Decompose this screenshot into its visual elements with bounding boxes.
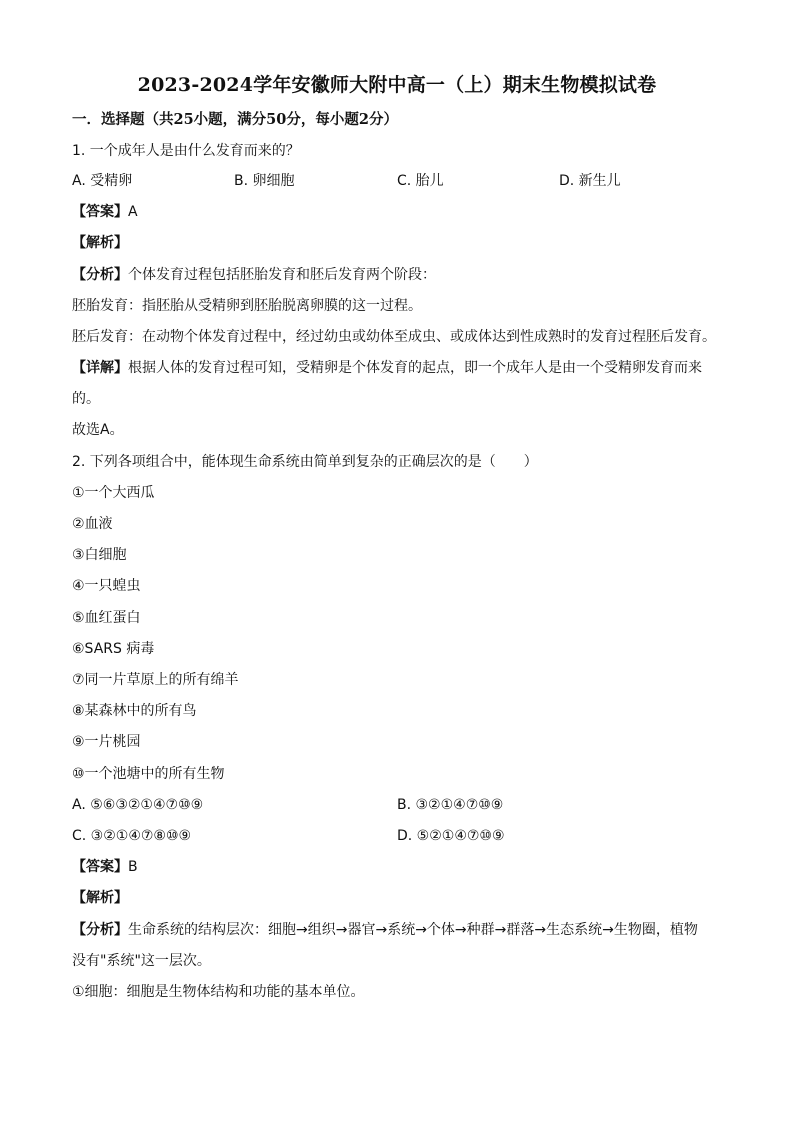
answer-tag: 【答案】 bbox=[72, 859, 128, 875]
q2-option-c: C. ③②①④⑦⑧⑩⑨ bbox=[72, 828, 192, 844]
q2-item: ⑤血红蛋白 bbox=[72, 610, 141, 626]
q1-answer bbox=[72, 202, 138, 222]
xiangjie-tag: 【详解】 bbox=[72, 360, 128, 376]
q1-xiangjie bbox=[72, 358, 702, 378]
q2-fenxi bbox=[72, 920, 698, 940]
q2-item: ⑧某森林中的所有鸟 bbox=[72, 703, 197, 719]
answer-tag: 【答案】 bbox=[72, 204, 128, 220]
q2-item: ⑥SARS 病毒 bbox=[72, 641, 155, 657]
xiangjie-text: 根据人体的发育过程可知，受精卵是个体发育的起点，即一个成年人是由一个受精卵发育而来 bbox=[128, 360, 702, 376]
q2-answer bbox=[72, 857, 138, 877]
fenxi-text: 生命系统的结构层次：细胞→组织→器官→系统→个体→种群→群落→生态系统→生物圈，植物 bbox=[128, 922, 698, 938]
q2-point1: ①细胞：细胞是生物体结构和功能的基本单位。 bbox=[72, 984, 365, 1000]
q1-option-d: D. 新生儿 bbox=[559, 173, 621, 189]
q1-xiangjie-cont: 的。 bbox=[72, 391, 100, 407]
q2-item: ⑦同一片草原上的所有绵羊 bbox=[72, 672, 239, 688]
q2-analysis-label: 【解析】 bbox=[72, 890, 128, 906]
q1-option-c: C. 胎儿 bbox=[397, 173, 444, 189]
q2-stem: 2. 下列各项组合中，能体现生命系统由简单到复杂的正确层次的是（ ） bbox=[72, 454, 538, 470]
q2-item: ③白细胞 bbox=[72, 547, 127, 563]
section-heading: 一．选择题（共25小题，满分50分，每小题2分） bbox=[72, 111, 398, 128]
q2-item: ②血液 bbox=[72, 516, 113, 532]
q2-option-a: A. ⑤⑥③②①④⑦⑩⑨ bbox=[72, 797, 204, 813]
q1-conclusion: 故选A。 bbox=[72, 422, 124, 438]
answer-value: B bbox=[128, 859, 138, 875]
q2-fenxi-cont: 没有"系统"这一层次。 bbox=[72, 953, 211, 969]
q1-stem: 1. 一个成年人是由什么发育而来的？ bbox=[72, 143, 300, 159]
exam-title: 2023-2024学年安徽师大附中高一（上）期末生物模拟试卷 bbox=[137, 74, 657, 96]
fenxi-text: 个体发育过程包括胚胎发育和胚后发育两个阶段： bbox=[128, 267, 436, 283]
q2-item: ⑩一个池塘中的所有生物 bbox=[72, 766, 225, 782]
q1-peitai: 胚胎发育：指胚胎从受精卵到胚胎脱离卵膜的这一过程。 bbox=[72, 298, 422, 314]
q2-option-b: B. ③②①④⑦⑩⑨ bbox=[397, 797, 504, 813]
q1-option-a: A. 受精卵 bbox=[72, 173, 133, 189]
q2-option-d: D. ⑤②①④⑦⑩⑨ bbox=[397, 828, 505, 844]
q1-analysis-label: 【解析】 bbox=[72, 235, 128, 251]
q2-item: ④一只蝗虫 bbox=[72, 578, 141, 594]
q1-option-b: B. 卵细胞 bbox=[234, 173, 295, 189]
q1-fenxi bbox=[72, 265, 436, 285]
answer-value: A bbox=[128, 204, 138, 220]
q2-item: ①一个大西瓜 bbox=[72, 485, 155, 501]
fenxi-tag: 【分析】 bbox=[72, 922, 128, 938]
q1-peihou: 胚后发育：在动物个体发育过程中，经过幼虫或幼体至成虫、或成体达到性成熟时的发育过程胚后发育。 bbox=[72, 329, 716, 345]
fenxi-tag: 【分析】 bbox=[72, 267, 128, 283]
q2-item: ⑨一片桃园 bbox=[72, 734, 141, 750]
